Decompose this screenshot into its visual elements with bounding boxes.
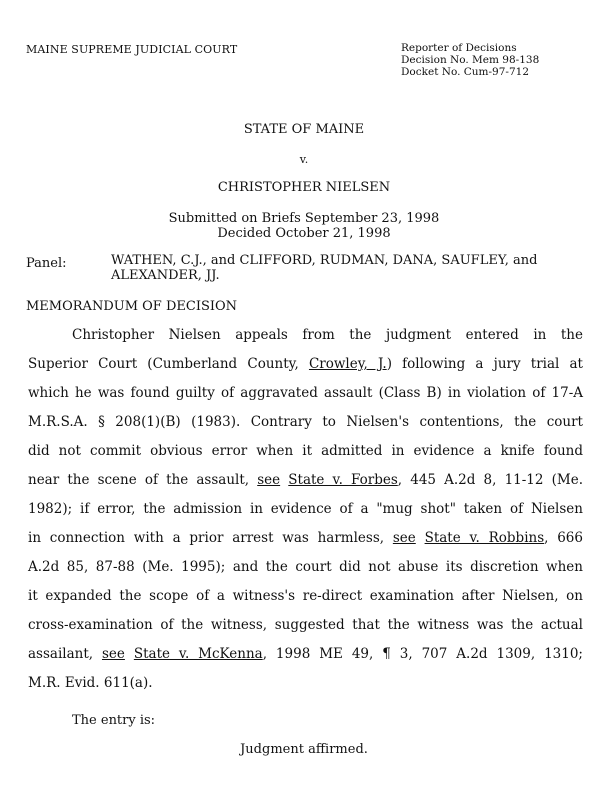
case-citation: State v. McKenna xyxy=(133,646,263,662)
reporter-label: Reporter of Decisions xyxy=(401,42,517,54)
panel-judges: WATHEN, C.J., and CLIFFORD, RUDMAN, DANA, SAUFLEY, and ALEXANDER, JJ. xyxy=(111,253,538,283)
decision-number: Decision No. Mem 98-138 xyxy=(401,54,540,66)
body-line: did not commit obvious error when it admitted in evidence a knife found xyxy=(28,443,583,459)
case-citation: State v. Robbins xyxy=(424,530,545,546)
decided-date: Decided October 21, 1998 xyxy=(217,226,391,241)
body-line: A.2d 85, 87-88 (Me. 1995); and the court did not abuse its discretion when xyxy=(28,559,583,575)
text: ) following a jury trial at xyxy=(386,356,583,372)
see-signal: see xyxy=(257,472,281,488)
panel-label: Panel: xyxy=(26,256,67,271)
body-line xyxy=(28,472,583,488)
plaintiff-name: STATE OF MAINE xyxy=(243,122,365,137)
court-name: MAINE SUPREME JUDICIAL COURT xyxy=(26,43,238,56)
defendant-name: CHRISTOPHER NIELSEN xyxy=(217,180,391,195)
text: , 445 A.2d 8, 11-12 (Me. xyxy=(397,472,583,488)
memo-heading: MEMORANDUM OF DECISION xyxy=(26,299,238,314)
text: near the scene of the assault, xyxy=(28,472,258,488)
submitted-date: Submitted on Briefs September 23, 1998 xyxy=(168,211,440,226)
body-line xyxy=(28,530,583,546)
see-signal: see xyxy=(101,646,125,662)
body-line: Christopher Nielsen appeals from the judgment entered in the xyxy=(72,327,583,343)
text: , 1998 ME 49, ¶ 3, 707 A.2d 1309, 1310; xyxy=(262,646,583,662)
docket-number: Docket No. Cum-97-712 xyxy=(401,66,530,78)
body-line: which he was found guilty of aggravated assault (Class B) in violation of 17-A xyxy=(28,385,583,401)
text: Superior Court (Cumberland County, xyxy=(28,356,309,372)
versus: v. xyxy=(299,153,309,166)
body-line: M.R.S.A. § 208(1)(B) (1983). Contrary to Nielsen's contentions, the court xyxy=(28,414,583,430)
body-line: M.R. Evid. 611(a). xyxy=(28,675,153,691)
text: in connection with a prior arrest was harmless, xyxy=(28,530,393,546)
text: , 666 xyxy=(544,530,583,546)
body-line: it expanded the scope of a witness's re-direct examination after Nielsen, on xyxy=(28,588,583,604)
text: assailant, xyxy=(28,646,102,662)
case-dates xyxy=(0,211,608,241)
body-line xyxy=(28,356,583,372)
case-citation: State v. Forbes xyxy=(288,472,398,488)
reporter-block xyxy=(401,42,539,78)
judgment-result: Judgment affirmed. xyxy=(240,742,368,757)
judge-name: Crowley, J. xyxy=(308,356,387,372)
body-line xyxy=(28,646,583,662)
body-line: cross-examination of the witness, suggested that the witness was the actual xyxy=(28,617,583,633)
body-line: 1982); if error, the admission in evidence of a "mug shot" taken of Nielsen xyxy=(28,501,583,517)
entry-label: The entry is: xyxy=(72,713,156,728)
see-signal: see xyxy=(392,530,416,546)
